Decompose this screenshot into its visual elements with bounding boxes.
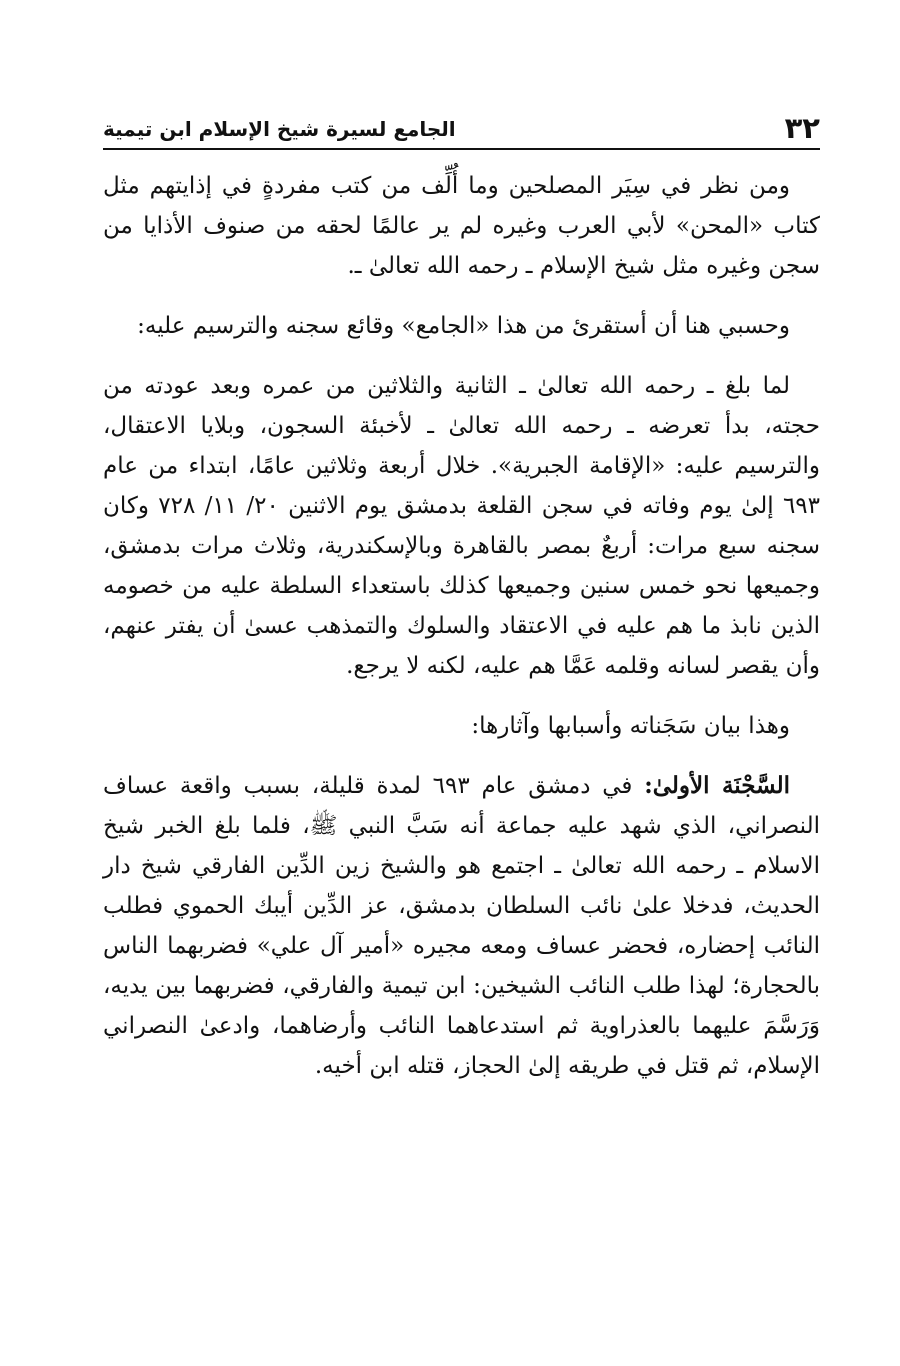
page-header xyxy=(103,108,820,148)
page-number: ٣٢ xyxy=(784,111,820,145)
paragraph-first-imprisonment xyxy=(103,766,820,1086)
header-divider xyxy=(103,148,820,150)
paragraph-imprisonment-summary: لما بلغ ـ رحمه الله تعالىٰ ـ الثانية والثلاثين من عمره وبعد عودته من حجته، بدأ تعرضه ـ رحمه الله تعالىٰ ـ لأخبئة السجون، وبلايا الاعتقال، والترسيم عليه: «الإقامة الجبرية». خلال أربعة وثلاثين عامًا، ابتداء من عام ٦٩٣ إلىٰ يوم وفاته في سجن القلعة بدمشق يوم الاثنين ٢٠/ ١١/ ٧٢٨ وكان سجنه سبع مرات: أربعٌ بمصر بالقاهرة وبالإسكندرية، وثلاث مرات بدمشق، وجميعها نحو خمس سنين وجميعها كذلك باستعداء السلطة عليه من خصومه الذين نابذ ما هم عليه في الاعتقاد والسلوك والتمذهب عسىٰ أن يفتر عنهم، وأن يقصر لسانه وقلمه عَمَّا هم عليه، لكنه لا يرجع. xyxy=(103,373,820,679)
page-body xyxy=(103,166,820,1104)
paragraph-section-intro: وهذا بيان سَجَناته وأسبابها وآثارها: xyxy=(471,713,790,739)
paragraph-purpose: وحسبي هنا أن أستقرئ من هذا «الجامع» وقائع سجنه والترسيم عليه: xyxy=(137,313,790,339)
first-imprisonment-heading: السَّجْنَة الأولىٰ: xyxy=(644,772,790,799)
first-imprisonment-text: في دمشق عام ٦٩٣ لمدة قليلة، بسبب واقعة عساف النصراني، الذي شهد عليه جماعة أنه سَبَّ النبي ﷺ، فلما بلغ الخبر شيخ الاسلام ـ رحمه الله تعالىٰ ـ اجتمع هو والشيخ زين الدِّين الفارقي شيخ دار الحديث، فدخلا علىٰ نائب السلطان بدمشق، عز الدِّين أيبك الحموي فطلب النائب إحضاره، فحضر عساف ومعه مجيره «أمير آل علي» فضربهما الناس بالحجارة؛ لهذا طلب النائب الشيخين: ابن تيمية والفارقي، فضربهما بين يديه، وَرَسَّمَ عليهما بالعذراوية ثم استدعاهما النائب وأرضاهما، وادعىٰ النصراني الإسلام، ثم قتل في طريقه إلىٰ الحجاز، قتله ابن أخيه. xyxy=(103,773,820,1079)
paragraph-intro: ومن نظر في سِيَر المصلحين وما أُلِّف من كتب مفردةٍ في إذايتهم مثل كتاب «المحن» لأبي العرب وغيره لم ير عالمًا لحقه من صنوف الأذايا من سجن وغيره مثل شيخ الإسلام ـ رحمه الله تعالىٰ ـ. xyxy=(103,173,820,279)
running-title: الجامع لسيرة شيخ الإسلام ابن تيمية xyxy=(103,117,456,141)
